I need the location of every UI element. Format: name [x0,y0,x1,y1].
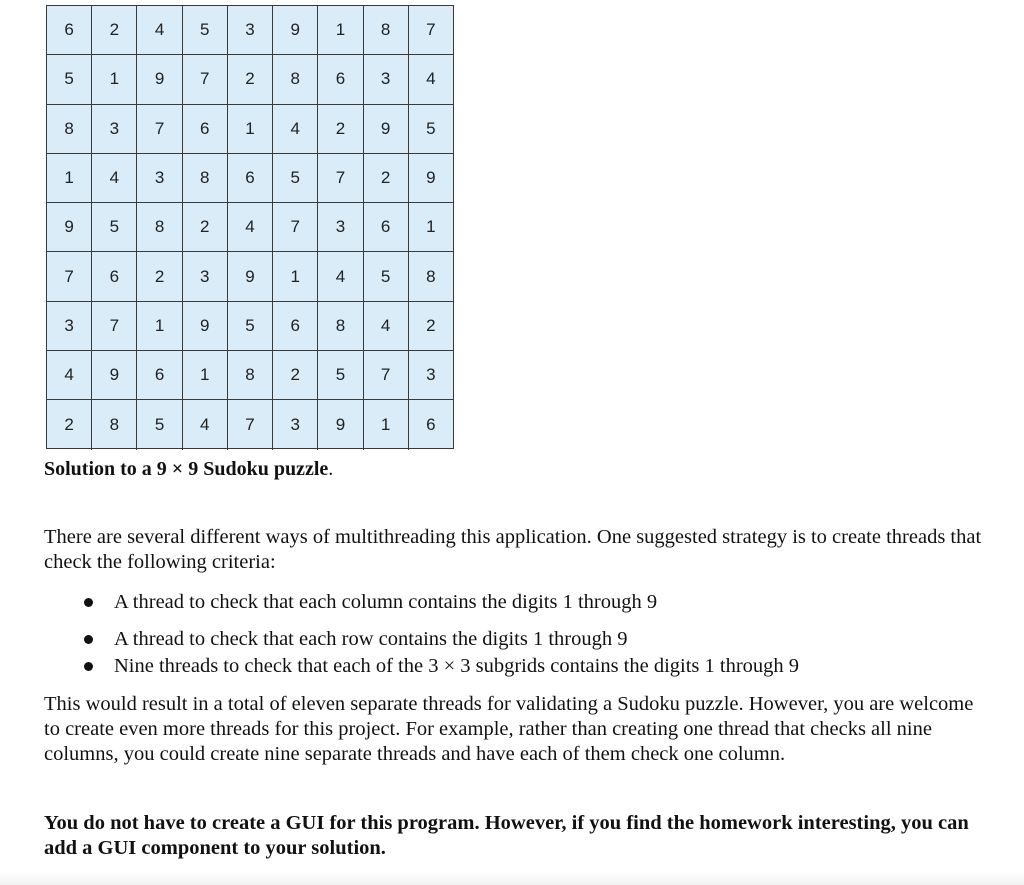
sudoku-cell: 5 [364,252,409,301]
sudoku-cell: 8 [92,400,137,449]
sudoku-cell: 3 [92,105,137,154]
sudoku-cell: 8 [137,203,182,252]
sudoku-cell: 1 [47,154,92,203]
bullet-icon [84,662,93,671]
sudoku-row [47,6,453,55]
sudoku-cell: 5 [92,203,137,252]
sudoku-cell: 9 [137,55,182,104]
sudoku-cell: 9 [228,252,273,301]
sudoku-cell: 9 [273,6,318,55]
sudoku-cell: 1 [228,105,273,154]
gui-note-paragraph: You do not have to create a GUI for this program. However, if you find the homework interesting, you can add a GUI component to your solution. [44,812,969,859]
sudoku-cell: 3 [273,400,318,449]
sudoku-cell: 1 [92,55,137,104]
sudoku-cell: 6 [47,6,92,55]
sudoku-cell: 5 [409,105,453,154]
sudoku-cell: 4 [273,105,318,154]
sudoku-cell: 2 [137,252,182,301]
sudoku-cell: 5 [137,400,182,449]
sudoku-cell: 1 [409,203,453,252]
sudoku-cell: 3 [183,252,228,301]
sudoku-row [47,302,453,351]
list-item-text: Nine threads to check that each of the 3 × 3 subgrids contains the digits 1 through 9 [114,655,800,677]
sudoku-cell: 4 [228,203,273,252]
sudoku-cell: 6 [364,203,409,252]
sudoku-cell: 3 [47,302,92,351]
sudoku-cell: 3 [364,55,409,104]
sudoku-cell: 6 [228,154,273,203]
sudoku-cell: 4 [318,252,363,301]
sudoku-cell: 4 [364,302,409,351]
caption-period: . [328,458,334,480]
sudoku-row [47,203,453,252]
sudoku-cell: 8 [228,351,273,400]
sudoku-cell: 7 [409,6,453,55]
page-bottom-edge [0,871,1024,885]
sudoku-cell: 4 [137,6,182,55]
sudoku-cell: 1 [137,302,182,351]
sudoku-cell: 4 [409,55,453,104]
figure-caption [44,458,333,481]
sudoku-cell: 2 [318,105,363,154]
list-item [44,590,799,615]
intro-paragraph: There are several different ways of multithreading this application. One suggested strategy is to create threads that check the following criteria: [44,526,982,573]
sudoku-cell: 7 [137,105,182,154]
sudoku-row [47,400,453,449]
sudoku-cell: 7 [228,400,273,449]
sudoku-row [47,154,453,203]
sudoku-cell: 4 [92,154,137,203]
list-item-text: A thread to check that each row contains the digits 1 through 9 [114,628,628,650]
list-item [44,654,799,679]
sudoku-grid [46,5,454,449]
sudoku-cell: 2 [364,154,409,203]
sudoku-cell: 9 [47,203,92,252]
sudoku-cell: 2 [92,6,137,55]
sudoku-cell: 1 [273,252,318,301]
criteria-list [44,590,799,679]
sudoku-cell: 8 [47,105,92,154]
sudoku-cell: 9 [92,351,137,400]
sudoku-cell: 8 [318,302,363,351]
sudoku-cell: 5 [318,351,363,400]
sudoku-cell: 8 [183,154,228,203]
sudoku-cell: 9 [409,154,453,203]
sudoku-cell: 2 [228,55,273,104]
sudoku-cell: 4 [183,400,228,449]
sudoku-row [47,252,453,301]
sudoku-cell: 6 [273,302,318,351]
sudoku-cell: 9 [364,105,409,154]
sudoku-cell: 5 [183,6,228,55]
sudoku-cell: 1 [318,6,363,55]
sudoku-row [47,351,453,400]
sudoku-row [47,105,453,154]
sudoku-cell: 3 [318,203,363,252]
sudoku-cell: 9 [183,302,228,351]
sudoku-cell: 7 [364,351,409,400]
bullet-icon [84,598,93,607]
sudoku-cell: 2 [273,351,318,400]
sudoku-cell: 7 [47,252,92,301]
sudoku-cell: 6 [137,351,182,400]
sudoku-cell: 6 [92,252,137,301]
sudoku-cell: 2 [47,400,92,449]
sudoku-cell: 8 [409,252,453,301]
sudoku-cell: 8 [364,6,409,55]
threads-paragraph: This would result in a total of eleven separate threads for validating a Sudoku puzzle. However, you are welcome to create even more threads for this project. For example, rather than creating one thread that checks all nine columns, you could create nine separate threads and have each of them check one column. [44,693,974,765]
sudoku-cell: 2 [183,203,228,252]
sudoku-cell: 7 [183,55,228,104]
sudoku-cell: 4 [47,351,92,400]
sudoku-cell: 6 [183,105,228,154]
sudoku-cell: 8 [273,55,318,104]
sudoku-cell: 5 [273,154,318,203]
sudoku-cell: 3 [137,154,182,203]
sudoku-cell: 3 [409,351,453,400]
sudoku-cell: 5 [47,55,92,104]
sudoku-cell: 7 [92,302,137,351]
sudoku-cell: 1 [183,351,228,400]
sudoku-cell: 6 [426,415,436,435]
caption-text: Solution to a 9 × 9 Sudoku puzzle [44,458,329,480]
sudoku-cell: 9 [318,400,363,449]
sudoku-cell: 7 [318,154,363,203]
list-item [44,627,799,652]
sudoku-cell: 7 [273,203,318,252]
list-item-text: A thread to check that each column contains the digits 1 through 9 [114,591,658,613]
sudoku-cell: 2 [409,302,453,351]
sudoku-cell: 1 [364,400,409,449]
sudoku-cell: 6 [318,55,363,104]
bullet-icon [84,635,93,644]
sudoku-row [47,55,453,104]
sudoku-cell: 5 [228,302,273,351]
sudoku-cell: 3 [228,6,273,55]
